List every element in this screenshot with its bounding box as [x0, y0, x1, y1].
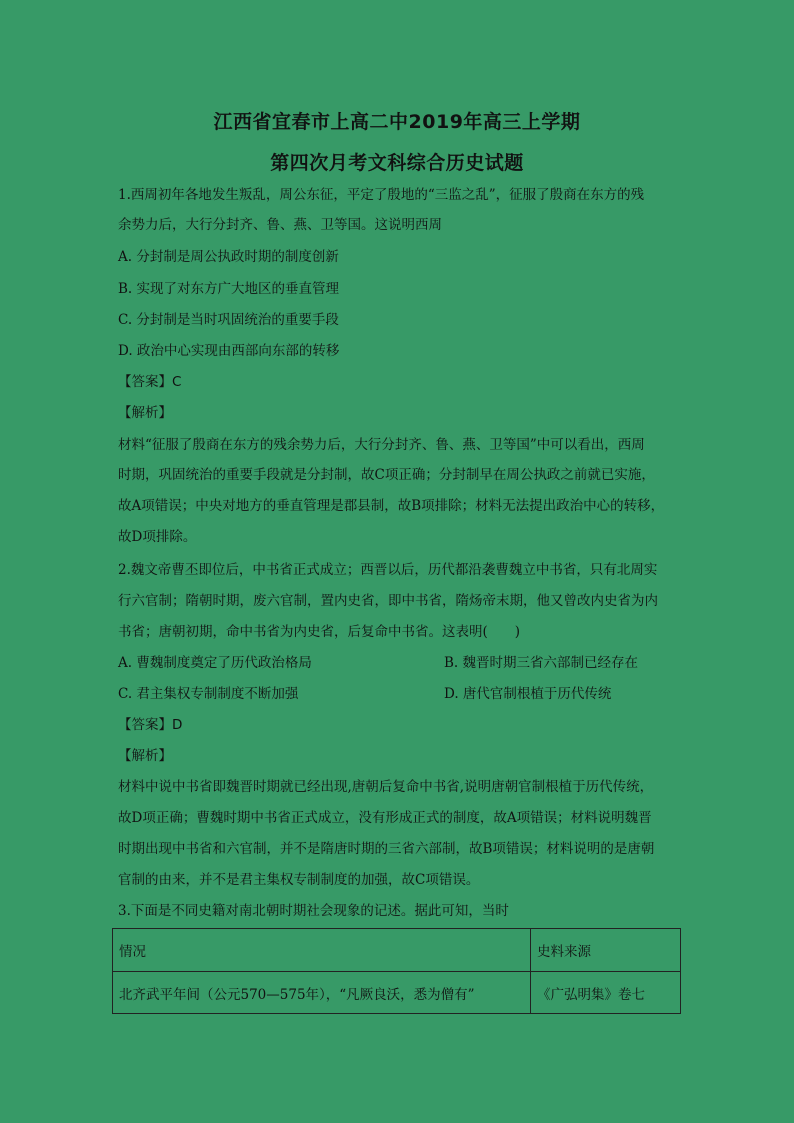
q1-analysis-line: 时期，巩固统治的重要手段就是分封制，故C项正确；分封制早在周公执政之前就已实施，: [118, 467, 655, 483]
q1-option-d: D. 政治中心实现由西部向东部的转移: [118, 343, 340, 359]
q2-answer: 【答案】D: [118, 717, 183, 733]
q3-stem: 3.下面是不同史籍对南北朝时期社会现象的记述。据此可知，当时: [118, 903, 509, 919]
table-header-row: [113, 929, 681, 972]
table-header-cell: 史料来源: [531, 929, 681, 972]
q1-analysis-label: 【解析】: [118, 405, 172, 421]
q2-stem-line: 行六官制；隋朝时期，废六官制，置内史省，即中书省，隋炀帝末期，他又曾改内史省为内: [118, 593, 658, 609]
q2-analysis-line: 材料中说中书省即魏晋时期就已经出现,唐朝后复命中书省,说明唐朝官制根植于历代传统，: [118, 779, 654, 795]
q1-analysis-line: 材料“征服了殷商在东方的残余势力后，大行分封齐、鲁、燕、卫等国”中可以看出，西周: [118, 437, 645, 453]
q2-analysis-line: 时期出现中书省和六官制，并不是隋唐时期的三省六部制，故B项错误；材料说明的是唐朝: [118, 841, 655, 857]
q2-option-c: C. 君主集权专制制度不断加强: [118, 686, 299, 702]
table-cell: 北齐武平年间（公元570—575年），“凡厥良沃，悉为僧有”: [113, 972, 531, 1014]
exam-title-line1: 江西省宜春市上高二中2019年高三上学期: [213, 111, 581, 133]
q1-option-b: B. 实现了对东方广大地区的垂直管理: [118, 281, 340, 297]
q2-stem-line: 书省；唐朝初期，命中书省为内史省，后复命中书省。这表明( ): [118, 624, 521, 640]
q1-analysis-line: 故D项排除。: [118, 529, 197, 545]
source-table: [112, 928, 681, 1014]
q1-stem-line: 1.西周初年各地发生叛乱，周公东征，平定了殷地的“三监之乱”，征服了殷商在东方的残: [118, 187, 645, 203]
q2-option-a: A. 曹魏制度奠定了历代政治格局: [118, 655, 312, 671]
q2-analysis-line: 故D项正确；曹魏时期中书省正式成立，没有形成正式的制度，故A项错误；材料说明魏晋: [118, 810, 652, 826]
table-row: [113, 972, 681, 1014]
q2-analysis-line: 官制的由来，并不是君主集权专制制度的加强，故C项错误。: [118, 872, 480, 888]
exam-title-line2: 第四次月考文科综合历史试题: [270, 152, 524, 174]
q1-option-c: C. 分封制是当时巩固统治的重要手段: [118, 312, 339, 328]
q2-stem-line: 2.魏文帝曹丕即位后，中书省正式成立；西晋以后，历代都沿袭曹魏立中书省，只有北周实: [118, 562, 658, 578]
q2-option-b: B. 魏晋时期三省六部制已经存在: [444, 655, 639, 671]
q2-option-d: D. 唐代官制根植于历代传统: [444, 686, 612, 702]
q1-option-a: A. 分封制是周公执政时期的制度创新: [118, 249, 339, 265]
table-cell: 《广弘明集》卷七: [531, 972, 681, 1014]
table-header-cell: 情况: [113, 929, 531, 972]
q1-analysis-line: 故A项错误；中央对地方的垂直管理是郡县制，故B项排除；材料无法提出政治中心的转移，: [118, 498, 665, 514]
q2-analysis-label: 【解析】: [118, 748, 172, 764]
q1-stem-line: 余势力后，大行分封齐、鲁、燕、卫等国。这说明西周: [118, 217, 442, 233]
q1-answer: 【答案】C: [118, 374, 182, 390]
